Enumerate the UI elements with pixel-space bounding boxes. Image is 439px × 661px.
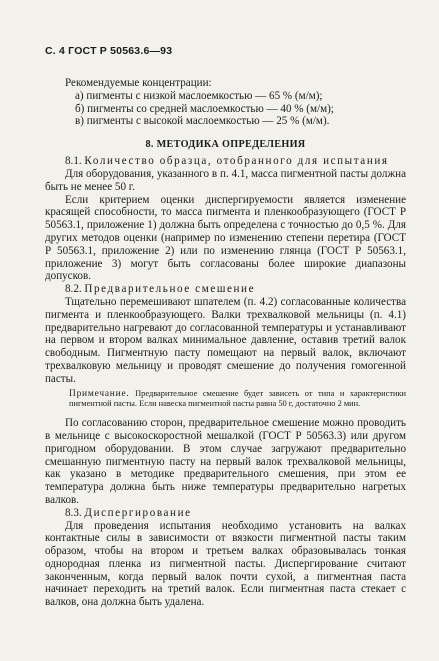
paragraph-sample-mass: Для оборудования, указанного в п. 4.1, масса пигментной пасты должна быть не менее 50 г. — [45, 167, 406, 193]
subsection-number: 8.2. — [65, 283, 82, 296]
note — [45, 389, 406, 410]
page-header: С. 4 ГОСТ Р 50563.6—93 — [45, 45, 173, 57]
subsection-8-3-heading — [45, 507, 406, 520]
paragraph-premixing: Тщательно перемешивают шпателем (п. 4.2) согласованные количества пигмента и пленкообразующего. Валки трехвалковой мельницы (п. 4.1) предварительно нагревают до согласованной температуры и устанавливают на первом и втором валках минимальное давление, оставив третий валок свободным. Пигментную пасту помещают на первый валок, включают трехвалковую мельницу и проводят смешение до получения гомогенной пасты. — [45, 295, 406, 385]
subsection-title: Предварительное смешение — [84, 283, 256, 296]
concentration-item-low: а) пигменты с низкой маслоемкостью — 65 % (м/м); — [75, 89, 323, 102]
recommended-concentrations — [45, 77, 406, 128]
subsection-number: 8.3. — [65, 506, 82, 519]
subsection-title: Количество образца, отобранного для испытания — [84, 155, 389, 168]
note-text: Предварительное смешение будет зависеть от типа и характеристики пигментной пасты. Если навеска пигментной пасты равна 50 г, достаточно 2 мин. — [69, 388, 407, 409]
paragraph-dispersion: Для проведения испытания необходимо установить на валках контактные силы в зависимости от вязкости пигментной пасты таким образом, чтобы на втором и третьем валках образовывалась тонкая однородная пленка из пигментной пасты. Диспергирование считают законченным, когда первый валок почти сухой, а пигментная паста начинает переходить на третий валок. Если пигментная паста стекает с валков, она должна быть удалена. — [45, 519, 406, 609]
section-heading: 8. МЕТОДИКА ОПРЕДЕЛЕНИЯ — [145, 139, 306, 151]
subsection-8-1-heading — [45, 155, 406, 168]
subsection-number: 8.1. — [65, 155, 82, 168]
paragraph-criteria: Если критерием оценки диспергируемости является изменение красящей способности, то масса пигмента и пленкообразующего (ГОСТ Р 50563.1, приложение 1) должна быть определена с точностью до 0,5 %. Для других методов оценки (например по изменению степени перетира (ГОСТ Р 50563.1, приложение 2) или по изменению глянца (ГОСТ Р 50563.1, приложение 3) могут быть согласованы более широкие диапазоны допусков. — [45, 193, 406, 283]
concentration-item-medium: б) пигменты со средней маслоемкостью — 40 % (м/м); — [75, 102, 334, 115]
paragraph-alternative-equipment: По согласованию сторон, предварительное смешение можно проводить в мельнице с высокоскоростной мешалкой (ГОСТ Р 50563.3) или другом пригодном оборудовании. В этом случае загружают предварительно смешанную пигментную пасту на первый валок трехвалковой мельницы, как указано в методике предварительного смешения, при этом ее температура должна быть ниже температуры предварительно нагретых валков. — [45, 417, 406, 506]
concentrations-title: Рекомендуемые концентрации: — [65, 77, 212, 89]
concentration-item-high: в) пигменты с высокой маслоемкостью — 25 % (м/м). — [75, 115, 330, 128]
note-label: Примечание. — [69, 388, 130, 399]
subsection-8-2-heading — [45, 283, 406, 296]
subsection-title: Диспергирование — [84, 506, 192, 519]
